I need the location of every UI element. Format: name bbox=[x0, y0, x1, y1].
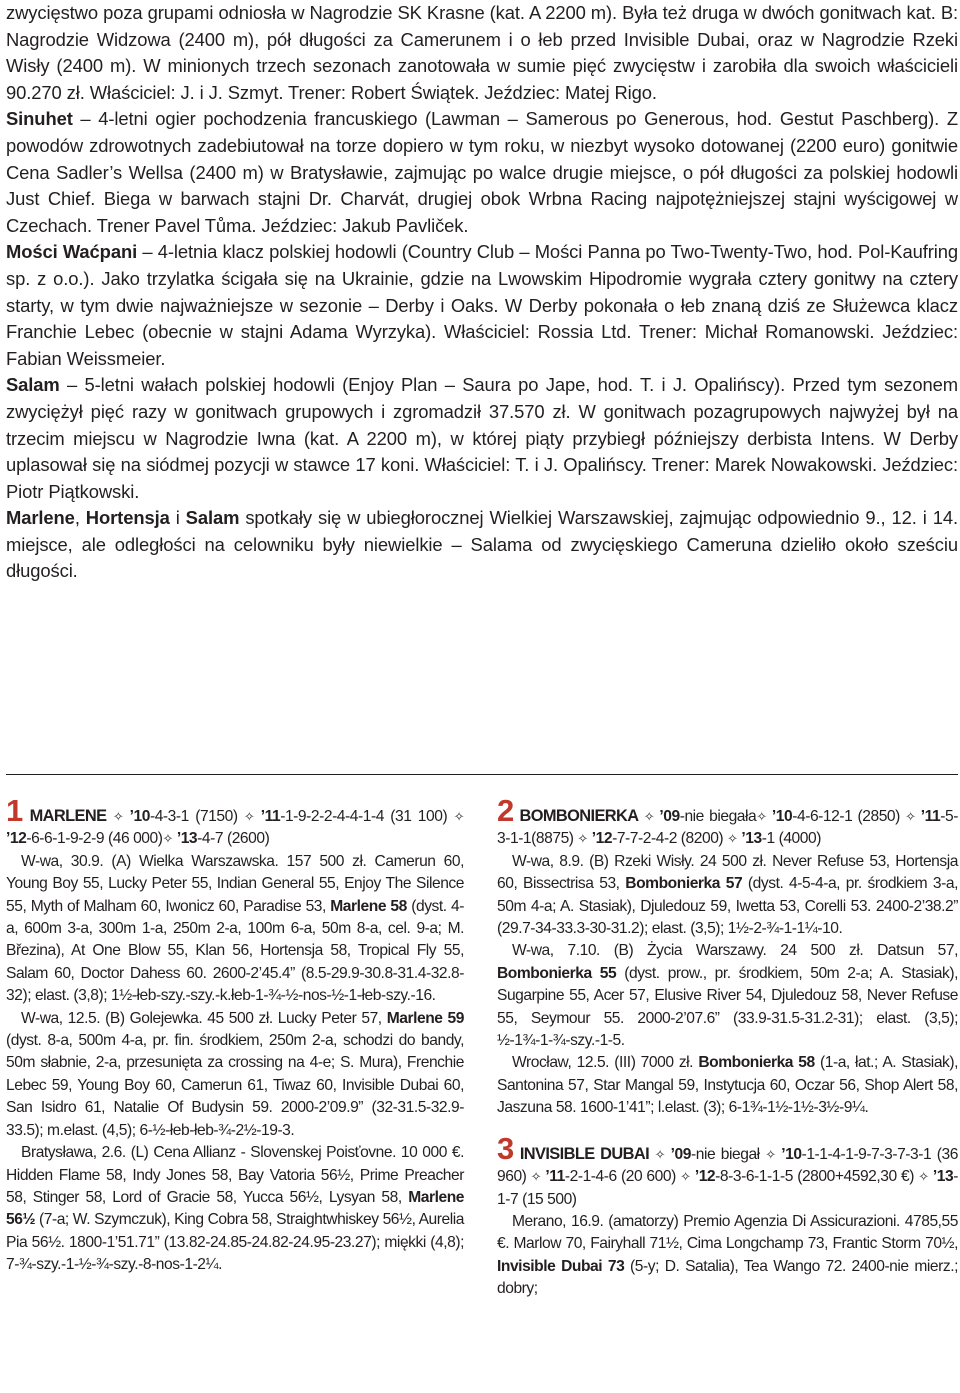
race-highlight: Bombonierka 55 bbox=[497, 964, 617, 982]
entry-number: 3 bbox=[497, 1130, 515, 1166]
star-icon: ✧ bbox=[112, 809, 124, 824]
star-icon: ✧ bbox=[756, 809, 767, 824]
race-text: (dyst. 8-a, 500m 4-a, pr. fin. środkiem, 250m 2-a, schodzi do bandy, 50m słabnie, 2-a, przesunięta za crossing na 4-e; S. Mura), Frenchie Lebec 59, Young Boy 60, Camerun 61, Tiwaz 60, Invisible Dubai 60, San Isidro 61, Natalie Of Budysin 59. 2000-2’09.9” (32-31.5-32.9-33.5); m.elast. (4,5); 6-½-łeb-łeb-¾-2½-19-3. bbox=[6, 1032, 464, 1139]
entry-header-marlene bbox=[6, 793, 465, 851]
season-year: ’13 bbox=[172, 830, 198, 848]
race-text: (dyst. 4-5-4-a, pr. środkiem 3-a, 50m 4-a; A. Stasiak), Djuledouz 59, Iwetta 53, Corelli 53. 2400-2’38.2” (29.7-34-33.3-30-31.2); elast. (3,5); 1½-2-¾-1-1¼-10. bbox=[497, 875, 958, 938]
race-text: Wrocław, 12.5. (III) 7000 zł. bbox=[512, 1054, 699, 1072]
season-year: ’11 bbox=[915, 808, 941, 825]
horse-name: Salam bbox=[185, 507, 240, 529]
separator: i bbox=[169, 507, 186, 529]
season-record: -8-3-6-1-1-5 (2800+4592,30 €) bbox=[715, 1168, 919, 1186]
star-icon: ✧ bbox=[530, 1169, 542, 1185]
season-record: -2-1-4-6 (20 600) bbox=[564, 1168, 681, 1186]
entry-horse-name: MARLENE bbox=[29, 807, 107, 825]
race-text: (5-y; D. Satalia), Tea Wango 72. 2400-nie mierz.; dobry; bbox=[497, 1257, 958, 1298]
season-year: ’13 bbox=[928, 1168, 954, 1186]
star-icon: ✧ bbox=[243, 809, 255, 824]
horse-name: Mości Waćpani bbox=[6, 241, 138, 263]
season-record: -4-7 (2600) bbox=[197, 830, 270, 848]
star-icon: ✧ bbox=[654, 1146, 666, 1162]
paragraph-mosci-wacpani bbox=[6, 239, 958, 372]
star-icon: ✧ bbox=[727, 831, 738, 847]
star-icon: ✧ bbox=[162, 831, 173, 847]
season-record: -7-7-2-4-2 (8200) bbox=[612, 830, 728, 848]
race-highlight: Marlene 58 bbox=[330, 897, 407, 915]
season-record: -1 (4000) bbox=[761, 830, 821, 848]
paragraph-text: – 4-letni ogier pochodzenia francuskiego (Lawman – Samerous po Generous, hod. Gestut Paschberg). Z powodów zdrowotnych zadebiutował na torze dopiero w tym roku, w niezbyt wysoko dotowanej (2200 euro) gonitwie Cena Sadler’s Wellsa (2400 m) w Bratysławie, zajmując po walce drugie miejsce, o pół długości za polskiej hodowli Just Chief. Biega w barwach stajni Dr. Charvát, drugiej obok Wrbna Racing najpotężniejszej stajni wyścigowej w Czechach. Trener Pavel Tůma. Jeździec: Jakub Pavliček. bbox=[6, 108, 958, 236]
season-year: ’12 bbox=[6, 830, 27, 848]
paragraph-text: – 4-letnia klacz polskiej hodowli (Country Club – Mości Panna po Two-Twenty-Two, hod. Pol-Kaufring sp. z o.o.). Jako trzylatka ścigała się na Ukrainie, gdzie na Lwowskim Hipodromie wygrała cztery gonitwy na cztery starty, w tym dwie najważniejsze w sezonie – Derby i Oaks. W Derby pokonała o łeb znaną dziś ze Służewca klacz Franchie Lebec (obecnie w stajni Adama Wyrzyka). Właściciel: Rossia Ltd. Trener: Michał Romanowski. Jeździec: Fabian Weissmeier. bbox=[6, 241, 958, 369]
season-record: -5-3-1-1(8875) bbox=[497, 808, 958, 848]
star-icon: ✧ bbox=[577, 831, 588, 847]
entry-header-bombonierka bbox=[497, 793, 958, 851]
race-text: W-wa, 30.9. (A) Wielka Warszawska. 157 500 zł. Camerun 60, Young Boy 55, Lucky Peter 55, Indian General 55, Enjoy The Silence 55, Myth of Malham 60, Iwonicz 60, Paradise 53, bbox=[6, 852, 464, 915]
paragraph-text: spotkały się w ubiegłorocznej Wielkiej Warszawskiej, zajmując odpowiednio 9., 12. i 14. miejsce, ale odległości na celowniku były niewielkie – Salama od zwycięskiego Cameruna dzieliło około sześciu długości. bbox=[6, 507, 958, 582]
paragraph-hortensja-end: zwycięstwo poza grupami odniosła w Nagrodzie SK Krasne (kat. A 2200 m). Była też druga w dwóch gonitwach kat. B: Nagrodzie Widzowa (2400 m), pół długości za Camerunem i o łeb przed Invisible Dubai, oraz w Nagrodzie Rzeki Wisły (2400 m). W minionych trzech sezonach zanotowała w sumie pięć zwycięstw i zarobiła dla swoich właścicieli 90.270 zł. Właściciel: J. i J. Szmyt. Trener: Robert Świątek. Jeździec: Matej Rigo. bbox=[6, 2, 958, 103]
race-highlight: Marlene 56½ bbox=[6, 1188, 464, 1229]
race-record bbox=[6, 1008, 464, 1142]
race-record bbox=[497, 940, 958, 1052]
paragraph-salam bbox=[6, 372, 958, 505]
paragraph-sinuhet bbox=[6, 106, 958, 239]
race-highlight: Invisible Dubai 73 bbox=[497, 1257, 625, 1275]
entry-header-invisible-dubai bbox=[497, 1130, 958, 1211]
season-year: ’10 bbox=[123, 808, 150, 825]
season-record: -nie biegała bbox=[679, 808, 757, 825]
separator: , bbox=[74, 507, 86, 529]
season-record: -4-6-12-1 (2850) bbox=[792, 808, 906, 825]
race-highlight: Bombonierka 58 bbox=[698, 1054, 815, 1072]
race-record bbox=[497, 1211, 958, 1301]
horse-name: Salam bbox=[6, 374, 60, 396]
race-record bbox=[6, 851, 464, 1008]
race-text: (dyst. 4-a, 600m 3-a, 300m 1-a, 250m 2-a, 100m 6-a, 50m 8-a, cel. 9-a; M. Březina), At One Blow 55, Klan 56, Hortensja 58, Tropical Fly 55, Salam 60, Doctor Dahess 60. 2600-2’45.4” (8.5-29.9-30.8-31.4-32.8-32); elast. (3,8); 1½-łeb-szy.-szy.-k.łeb-1-¾-½-nos-½-1-łeb-szy.-16. bbox=[6, 897, 464, 1005]
season-year: ’12 bbox=[690, 1168, 716, 1186]
race-text: Merano, 16.9. (amatorzy) Premio Agenzia Di Assicurazioni. 4785,55 €. Marlow 70, Fairyhall 71½, Cima Longchamp 73, Frantic Storm 70½, bbox=[497, 1212, 958, 1253]
race-record bbox=[6, 1142, 464, 1276]
star-icon: ✧ bbox=[453, 809, 465, 824]
star-icon: ✧ bbox=[918, 1169, 929, 1185]
article-text bbox=[6, 0, 958, 585]
season-year: ’09 bbox=[665, 1145, 691, 1163]
season-record: -nie biegał bbox=[691, 1145, 766, 1163]
race-text: (7-a; W. Szymczuk), King Cobra 58, Straightwhiskey 56½, Aurelia Pia 56½. 1800-1’51.71” (13.82-24.85-24.82-24.95-23.27); miękki (4,8); 7-¾-szy.-1-½-¾-szy.-8-nos-1-2¼. bbox=[6, 1211, 464, 1274]
entry-number: 1 bbox=[6, 793, 24, 828]
paragraph-text: – 5-letni wałach polskiej hodowli (Enjoy Plan – Saura po Jape, hod. T. i J. Opalińscy). Przed tym sezonem zwyciężył pięć razy w gonitwach grupowych i zgromadził 37.570 zł. W gonitwach pozagrupowych najwyżej był na trzecim miejscu w Nagrodzie Iwna (kat. A 2200 m), w której piąty przybiegł późniejszy derbista Intens. W Derby uplasował się na siódmej pozycji w stawce 17 koni. Właściciel: T. i J. Opalińscy. Trener: Marek Nowakowski. Jeździec: Piotr Piątkowski. bbox=[6, 374, 958, 502]
horse-name: Hortensja bbox=[85, 507, 170, 529]
race-text: W-wa, 12.5. (B) Golejewka. 45 500 zł. Lucky Peter 57, bbox=[21, 1009, 387, 1027]
star-icon: ✧ bbox=[680, 1169, 691, 1185]
season-record: -1-7 (15 500) bbox=[497, 1168, 958, 1208]
season-record: -1-1-4-1-9-7-3-7-3-1 (36 960) bbox=[497, 1145, 958, 1186]
season-year: ’10 bbox=[766, 808, 793, 825]
entry-column-left bbox=[6, 793, 465, 1277]
season-record: -4-3-1 (7150) bbox=[149, 808, 244, 825]
season-year: ’11 bbox=[541, 1168, 565, 1186]
horse-name: Sinuhet bbox=[6, 108, 73, 130]
star-icon: ✧ bbox=[765, 1146, 776, 1162]
race-highlight: Bombonierka 57 bbox=[625, 875, 743, 893]
season-year: ’13 bbox=[737, 830, 762, 848]
entry-horse-name: BOMBONIERKA bbox=[519, 807, 639, 825]
race-text: W-wa, 7.10. (B) Życia Warszawy. 24 500 zł. Datsun 57, bbox=[512, 942, 958, 960]
entry-horse-name: INVISIBLE DUBAI bbox=[519, 1144, 650, 1163]
race-record bbox=[497, 851, 958, 941]
season-year: ’10 bbox=[775, 1145, 802, 1163]
horse-name: Marlene bbox=[6, 507, 75, 529]
race-text: W-wa, 8.9. (B) Rzeki Wisły. 24 500 zł. Never Refuse 53, Hortensja 60, Bissectrisa 53, bbox=[497, 852, 958, 893]
entry-number: 2 bbox=[497, 793, 515, 828]
race-highlight: Marlene 59 bbox=[386, 1009, 464, 1027]
season-record: -1-9-2-2-4-4-1-4 (31 100) bbox=[280, 808, 454, 825]
season-year: ’11 bbox=[254, 808, 281, 825]
star-icon: ✧ bbox=[905, 809, 916, 824]
entry-spacer bbox=[497, 1120, 958, 1138]
paragraph-summary bbox=[6, 505, 958, 585]
race-text: (dyst. prow., pr. środkiem, 50m 2-a; A. Stasiak), Sugarpine 55, Acer 57, Elusive River 54, Djuledouz 58, Never Refuse 55, Seymour 55. 2000-2’07.6” (33.9-31.5-31.2-31); elast. (3,5); ½-1¾-1-¾-szy.-1-5. bbox=[497, 964, 958, 1050]
season-year: ’09 bbox=[654, 808, 680, 825]
season-year: ’12 bbox=[587, 830, 613, 848]
season-record: -6-6-1-9-2-9 (46 000) bbox=[26, 830, 163, 848]
race-record bbox=[497, 1052, 958, 1119]
star-icon: ✧ bbox=[643, 809, 655, 824]
race-text: Bratysława, 2.6. (L) Cena Allianz - Slovenskej Poisťovne. 10 000 €. Hidden Flame 58, Indy Jones 58, Bay Vatoria 56½, Prime Preacher 58, Stinger 58, Lord of Gracie 58, Yucca 56½, Lysyan 58, bbox=[6, 1144, 464, 1206]
entry-column-right bbox=[497, 793, 959, 1301]
section-divider bbox=[6, 774, 958, 775]
race-text: (1-a, łat.; A. Stasiak), Santonina 57, Star Mangal 59, Instytucja 60, Oczar 56, Shop Alert 58, Jaszuna 58. 1600-1’41”; l.elast. (3); 6-1¾-1½-1½-3½-9¼. bbox=[497, 1054, 959, 1117]
